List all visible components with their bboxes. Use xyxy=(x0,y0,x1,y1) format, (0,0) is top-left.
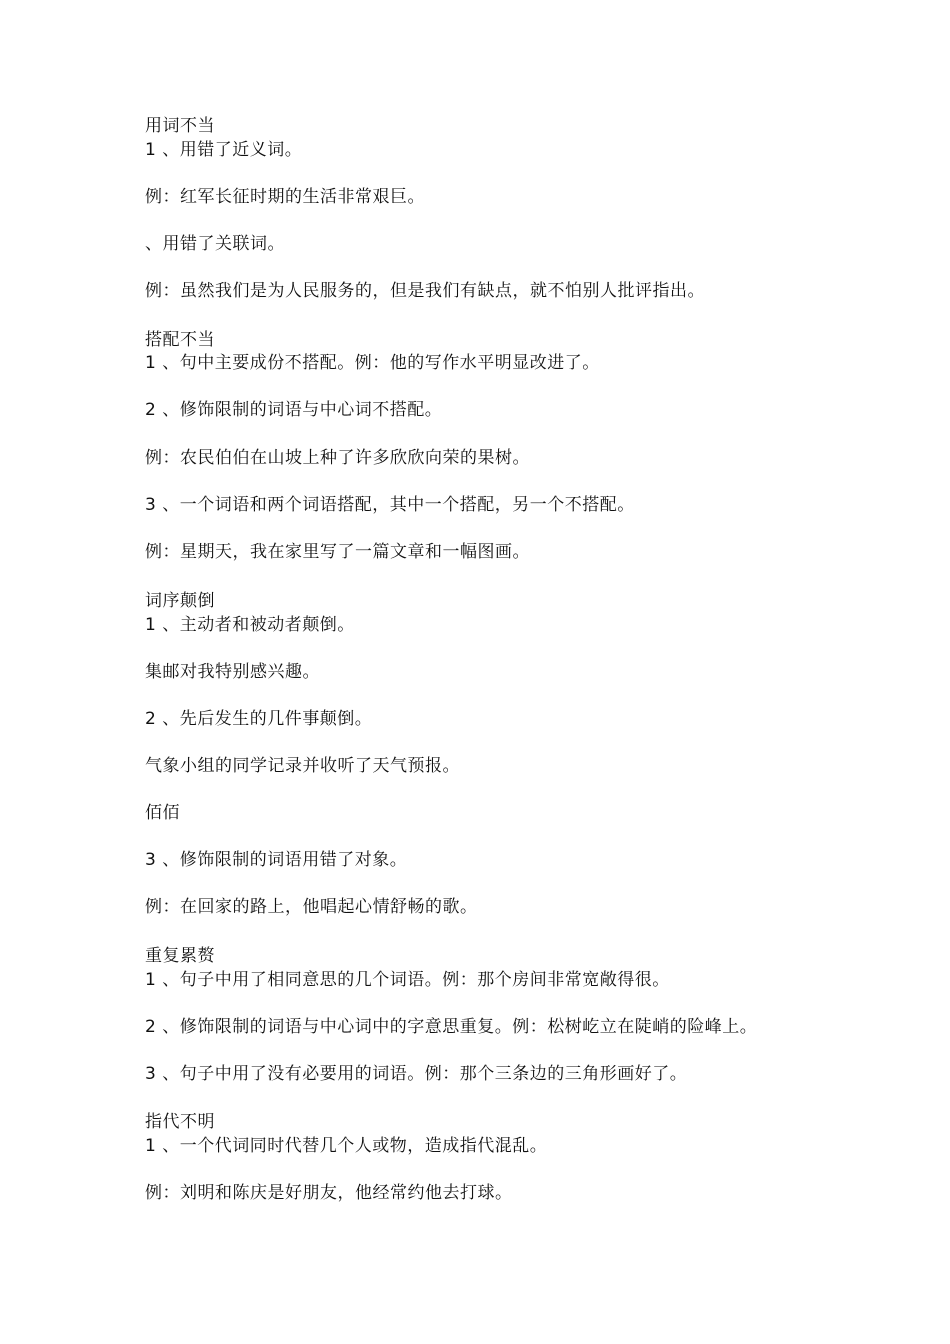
list-item: 2 、修饰限制的词语与中心词中的字意思重复。例：松树屹立在陡峭的险峰上。 xyxy=(145,1017,758,1037)
section-heading: 用词不当 xyxy=(145,116,215,136)
list-item: 集邮对我特别感兴趣。 xyxy=(145,662,320,682)
list-item: 例：刘明和陈庆是好朋友，他经常约他去打球。 xyxy=(145,1183,513,1203)
list-item: 例：虽然我们是为人民服务的，但是我们有缺点，就不怕别人批评指出。 xyxy=(145,281,705,301)
list-item: 2 、先后发生的几件事颠倒。 xyxy=(145,709,373,729)
list-item: 、用错了关联词。 xyxy=(145,234,285,254)
list-item: 3 、句子中用了没有必要用的词语。例：那个三条边的三角形画好了。 xyxy=(145,1064,688,1084)
list-item: 1 、句子中用了相同意思的几个词语。例：那个房间非常宽敞得很。 xyxy=(145,970,670,990)
list-item: 气象小组的同学记录并收听了天气预报。 xyxy=(145,756,460,776)
list-item: 1 、句中主要成份不搭配。例：他的写作水平明显改进了。 xyxy=(145,353,600,373)
list-item: 例：在回家的路上，他唱起心情舒畅的歌。 xyxy=(145,897,478,917)
section-heading: 指代不明 xyxy=(145,1112,215,1132)
list-item: 例：红军长征时期的生活非常艰巨。 xyxy=(145,187,425,207)
section-heading: 搭配不当 xyxy=(145,330,215,350)
list-item: 1 、用错了近义词。 xyxy=(145,140,303,160)
section-heading: 重复累赘 xyxy=(145,946,215,966)
list-item: 3 、一个词语和两个词语搭配，其中一个搭配，另一个不搭配。 xyxy=(145,495,635,515)
section-heading: 词序颠倒 xyxy=(145,591,215,611)
list-item: 1 、主动者和被动者颠倒。 xyxy=(145,615,355,635)
list-item: 1 、一个代词同时代替几个人或物，造成指代混乱。 xyxy=(145,1136,548,1156)
list-item: 佰佰 xyxy=(145,803,180,823)
list-item: 2 、修饰限制的词语与中心词不搭配。 xyxy=(145,400,443,420)
list-item: 3 、修饰限制的词语用错了对象。 xyxy=(145,850,408,870)
list-item: 例：农民伯伯在山坡上种了许多欣欣向荣的果树。 xyxy=(145,448,530,468)
list-item: 例：星期天，我在家里写了一篇文章和一幅图画。 xyxy=(145,542,530,562)
